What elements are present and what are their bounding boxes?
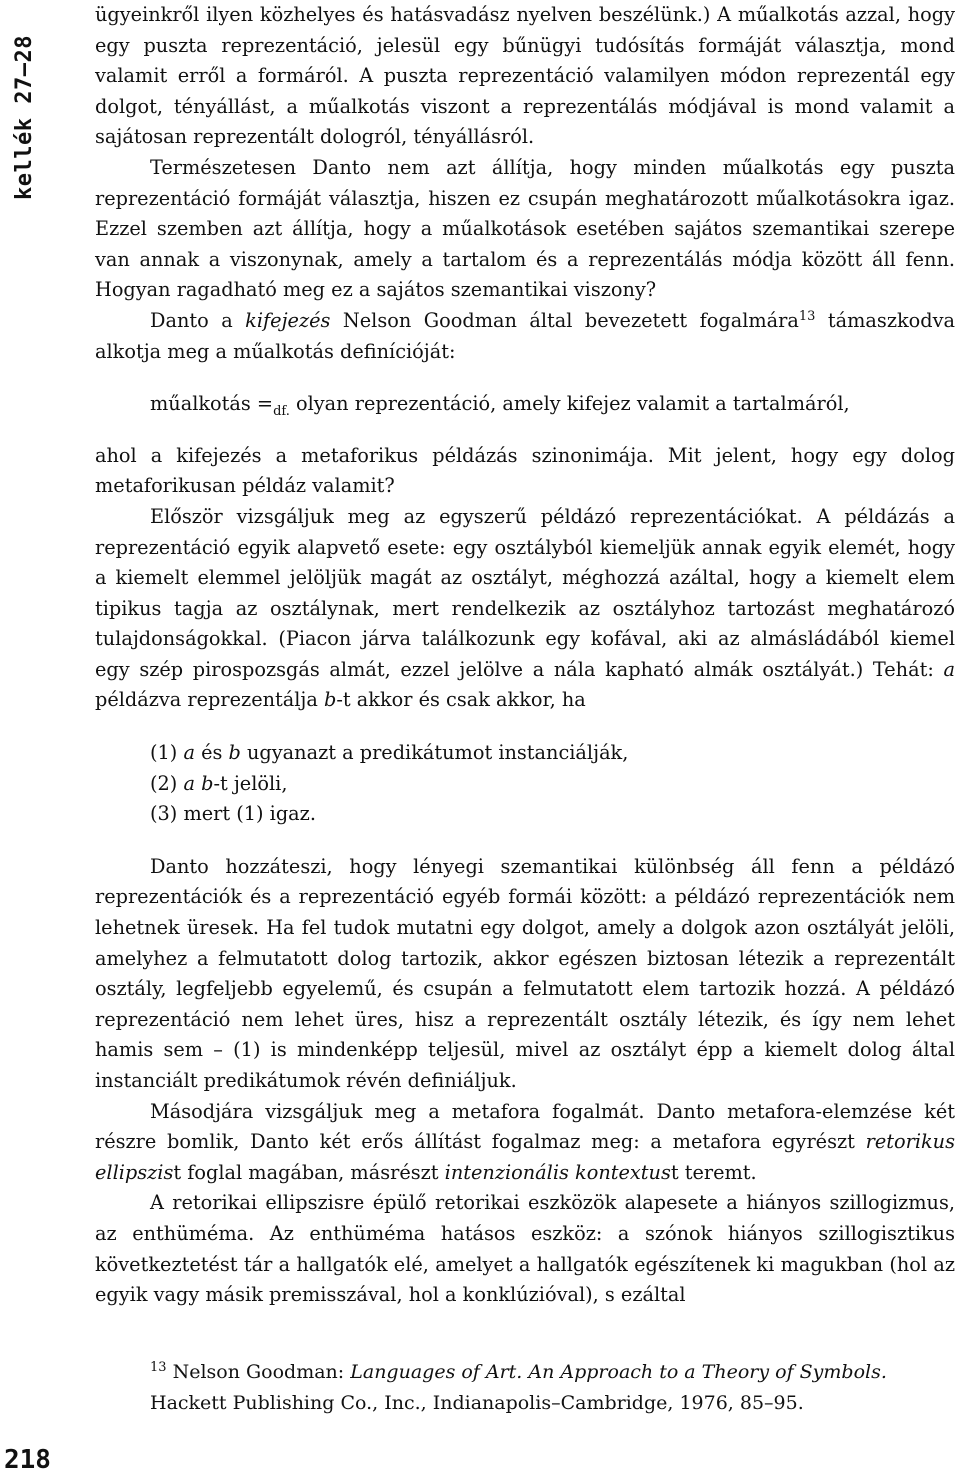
text-run: Nelson Goodman által bevezetett fogalmára <box>330 308 799 332</box>
italic-term: kifejezés <box>245 308 331 332</box>
text-run: t teremt. <box>670 1160 757 1184</box>
paragraph <box>95 852 955 1097</box>
italic-term: a <box>943 657 955 681</box>
paragraph <box>95 306 955 367</box>
italic-term: a <box>183 741 195 765</box>
text-run: Másodjára vizsgáljuk meg a metafora fogalmát. Danto metafora-elemzése két részre bomlik, Danto két erős állítást fogalmaz meg: a metafora egyrészt <box>95 1099 955 1154</box>
condition-item <box>150 769 955 800</box>
paragraph <box>95 441 955 502</box>
footnote-reference: 13 <box>798 308 816 324</box>
footnote-mark: 13 <box>150 1360 167 1375</box>
italic-term: intenzionális kontextus <box>444 1160 671 1184</box>
condition-list <box>150 738 955 830</box>
text-run: ügyeinkről ilyen közhelyes és hatásvadász nyelven beszélünk.) A műalkotás azzal, hogy egy puszta reprezentáció, jelesül egy bűnügyi tudósítás formáját választja, mond valamit erről a formáról. A puszta reprezentáció valamilyen módon reprezentál egy dolgot, tényállást, a műalkotás viszont a reprezentálás módjával is mond valamit a sajátosan reprezentált dologról, tényállásról. <box>95 3 955 149</box>
main-text <box>95 0 955 1311</box>
paragraph-group-2 <box>95 441 955 716</box>
text-run: Danto a <box>150 308 246 332</box>
text-run: -t jelöli, <box>213 771 288 795</box>
italic-term: b <box>201 771 214 795</box>
condition-item <box>150 799 955 830</box>
italic-term: a <box>183 771 195 795</box>
text-run: A retorikai ellipszisre épülő retorikai eszközök alapesete a hiányos szillogizmus, az enthüméma. Az enthüméma hatásos eszköz: a szónok hiányos szillogisztikus következtetést tár a hallgatók elé, amelyet a hallgatók egészítenek ki magukban (hol az egyik vagy másik premisszával, hol a konklúzióval), s ezáltal <box>95 1191 955 1307</box>
text-run: ahol a kifejezés a metaforikus példázás szinonimája. Mit jelent, hogy egy dolog metaforikusan példáz valamit? <box>95 443 955 498</box>
condition-item <box>150 738 955 769</box>
text-run: Danto hozzáteszi, hogy lényegi szemantikai különbség áll fenn a példázó reprezentációk és a reprezentáció egyéb formái között: a példázó reprezentációk nem lehetnek üresek. Ha fel tudok mutatni egy dolgot, amely a dolgok azon osztályát jelöli, amelyhez a felmutatott dolog tartozik, akkor egészen biztosan létezik a reprezentált osztály, legfeljebb egyelemű, és csupán a felmutatott elem tartozik hozzá. A példázó reprezentáció nem lehet üres, hisz a reprezentált osztály létezik, és így nem lehet hamis sem – (1) is mindenképp teljesül, mivel az osztályt épp a kiemelt dolog által instanciált predikátumok révén definiáljuk. <box>95 854 955 1092</box>
text-run: (3) mert (1) igaz. <box>150 802 316 826</box>
text-run: t foglal magában, másrészt <box>173 1160 445 1184</box>
page-number: 218 <box>4 1445 51 1475</box>
formula-subscript: df. <box>273 403 290 419</box>
text-run: Természetesen Danto nem azt állítja, hogy minden műalkotás egy puszta reprezentáció formáját választja, hiszen ez csupán meghatározott műalkotásokra igaz. Ezzel szemben azt állítja, hogy a műalkotások esetében sajátos szemantikai szerepe van annak a viszonynak, amely a tartalom és a reprezentálás módja között áll fenn. Hogyan ragadható meg ez a sajátos szemantikai viszony? <box>95 155 955 302</box>
text-run: Először vizsgáljuk meg az egyszerű példázó reprezentációkat. A példázás a reprezentáció egyik alapvető esete: egy osztályból kiemeljük annak egyik elemét, hogy a kiemelt elemmel jelöljük magát az osztályt, méghozzá azáltal, hogy a kiemelt elem tipikus tagja az osztálynak, mert rendelkezik az osztályhoz tartozást meghatározó tulajdonságokkal. (Piacon járva találkozunk egy kofával, aki az almásládából kiemel egy szép pirospozsgás almát, ezzel jelölve a nála kapható almák osztályát.) Tehát: <box>95 504 955 681</box>
text-run: Nelson Goodman: <box>166 1361 351 1383</box>
paragraph-group-1 <box>95 0 955 367</box>
formula-left: műalkotás = <box>150 392 274 416</box>
italic-term: retorikus ellipszis <box>95 1130 955 1184</box>
italic-term: b <box>324 688 337 712</box>
text-run: Hackett Publishing Co., Inc., Indianapolis–Cambridge, 1976, 85–95. <box>150 1391 804 1414</box>
paragraph-group-3 <box>95 852 955 1311</box>
italic-term: Languages of Art. An Approach to a Theory of Symbols. <box>350 1361 887 1383</box>
formula-right: olyan reprezentáció, amely kifejez valamit a tartalmáról, <box>289 392 850 416</box>
text-run: -t akkor és csak akkor, ha <box>336 688 586 712</box>
paragraph <box>95 1097 955 1189</box>
italic-term: b <box>228 741 241 765</box>
text-run: és <box>194 741 229 765</box>
text-run: (2) <box>150 771 184 795</box>
paragraph <box>95 0 955 153</box>
paragraph <box>95 153 955 306</box>
footnote <box>150 1357 955 1418</box>
paragraph <box>95 502 955 716</box>
paragraph <box>95 1188 955 1310</box>
text-run: (1) <box>150 741 184 765</box>
footnote-text <box>150 1361 887 1414</box>
text-run: támaszkodva alkotja meg a műalkotás definícióját: <box>95 308 956 363</box>
journal-running-head: kellék 27–28 <box>12 35 37 200</box>
text-run: példázva reprezentálja <box>95 688 325 712</box>
definition-formula <box>150 389 955 420</box>
text-run: ugyanazt a predikátumot instanciálják, <box>240 741 629 765</box>
